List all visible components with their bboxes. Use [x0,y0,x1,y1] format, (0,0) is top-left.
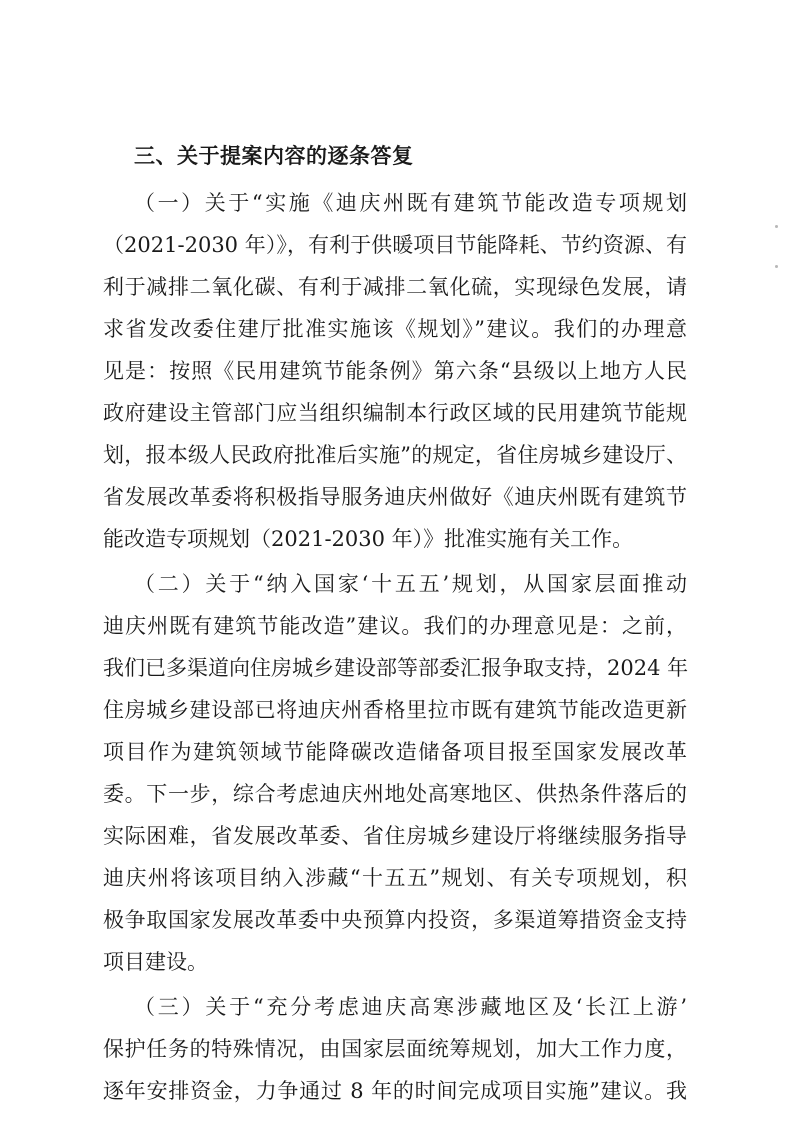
paragraph-2-line-9: 极争取国家发展改革委中央预算内投资，多渠道筹措资金支持 [103,908,687,932]
paragraph-1-line-1: （一）关于“实施《迪庆州既有建筑节能改造专项规划 [134,191,687,215]
paragraph-1-line-3: 利于减排二氧化碳、有利于减排二氧化硫，实现绿色发展，请 [103,275,687,299]
paragraph-2-line-3: 我们已多渠道向住房城乡建设部等部委汇报争取支持，2024 年 [103,656,689,680]
paragraph-1-line-8: 省发展改革委将积极指导服务迪庆州做好《迪庆州既有建筑节 [103,485,687,509]
paragraph-2-line-1: （二）关于“纳入国家‘十五五’规划，从国家层面推动 [134,572,687,596]
paragraph-3-line-2: 保护任务的特殊情况，由国家层面统筹规划，加大工作力度， [103,1037,687,1061]
paragraph-2-line-5: 项目作为建筑领域节能降碳改造储备项目报至国家发展改革 [103,740,687,764]
paragraph-1-line-2: （2021-2030 年）》，有利于供暖项目节能降耗、节约资源、有 [103,233,687,257]
paragraph-1-line-6: 政府建设主管部门应当组织编制本行政区域的民用建筑节能规 [103,401,687,425]
scan-speck [775,265,778,268]
paragraph-3-line-3: 逐年安排资金，力争通过 8 年的时间完成项目实施”建议。我 [103,1079,687,1103]
paragraph-1-line-9: 能改造专项规划（2021-2030 年）》批准实施有关工作。 [103,527,634,551]
paragraph-3-line-1: （三）关于“充分考虑迪庆高寒涉藏地区及‘长江上游’ [134,995,687,1019]
section-heading: 三、关于提案内容的逐条答复 [134,144,414,168]
paragraph-2-line-4: 住房城乡建设部已将迪庆州香格里拉市既有建筑节能改造更新 [103,698,687,722]
paragraph-1-line-4: 求省发改委住建厅批准实施该《规划》”建议。我们的办理意 [103,317,687,341]
paragraph-1-line-5: 见是：按照《民用建筑节能条例》第六条“县级以上地方人民 [103,359,687,383]
paragraph-2-line-6: 委。下一步，综合考虑迪庆州地处高寒地区、供热条件落后的 [103,782,687,806]
paragraph-1-line-7: 划，报本级人民政府批准后实施”的规定，省住房城乡建设厅、 [103,443,687,467]
paragraph-2-line-2: 迪庆州既有建筑节能改造”建议。我们的办理意见是：之前， [103,614,687,638]
paragraph-2-line-8: 迪庆州将该项目纳入涉藏“十五五”规划、有关专项规划，积 [103,866,687,890]
paragraph-2-line-7: 实际困难，省发展改革委、省住房城乡建设厅将继续服务指导 [103,824,687,848]
scan-speck [775,225,778,228]
paragraph-2-line-10: 项目建设。 [103,950,208,974]
